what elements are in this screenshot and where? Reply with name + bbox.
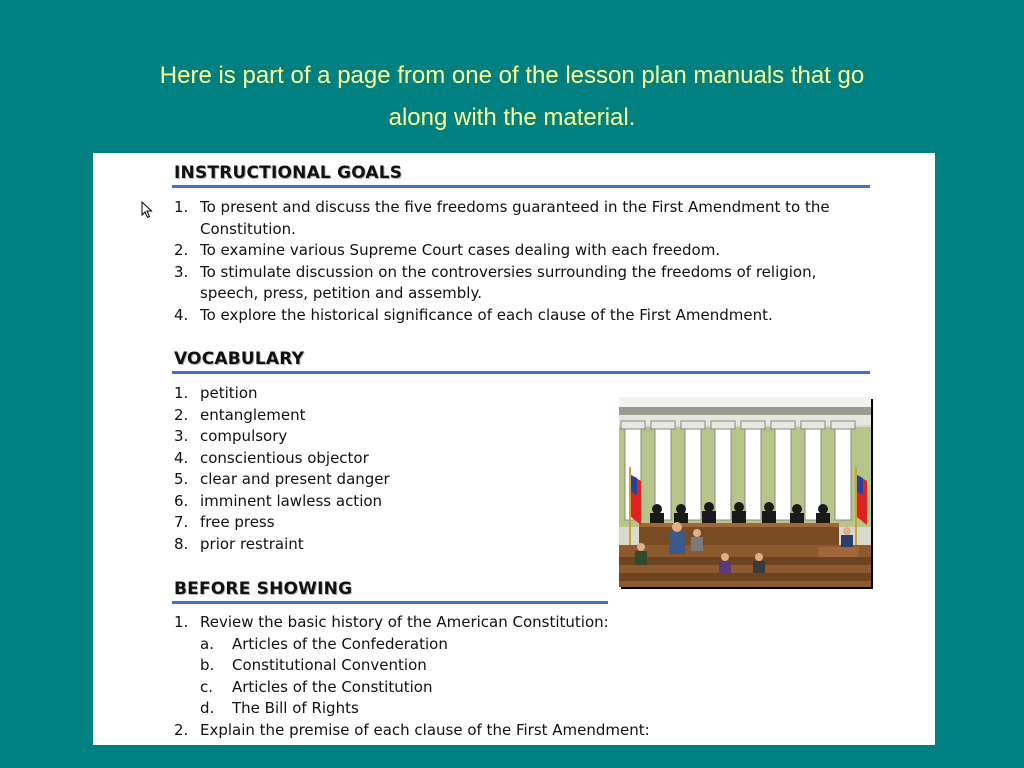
sub-list-item bbox=[200, 677, 834, 699]
slide-title-line1: Here is part of a page from one of the lesson plan manuals that go bbox=[159, 62, 865, 89]
item-number: 2. bbox=[174, 241, 189, 259]
item-text: Explain the premise of each clause of the First Amendment: bbox=[200, 720, 650, 739]
list-item bbox=[174, 426, 574, 448]
item-text: To examine various Supreme Court cases dealing with each freedom. bbox=[200, 241, 721, 259]
list-item bbox=[174, 383, 574, 405]
list-item bbox=[174, 197, 894, 240]
before-showing-list bbox=[174, 612, 834, 741]
list-item bbox=[174, 305, 894, 327]
before-showing-rule bbox=[172, 601, 608, 604]
item-text: To present and discuss the five freedoms guaranteed in the First Amendment to the bbox=[200, 198, 830, 216]
item-number: 7. bbox=[174, 513, 189, 531]
list-item bbox=[174, 512, 574, 534]
item-number: 2. bbox=[174, 405, 189, 424]
sub-item-letter: c. bbox=[200, 677, 214, 696]
sub-list-item bbox=[200, 655, 834, 677]
item-number: 2. bbox=[174, 720, 189, 739]
list-item bbox=[174, 491, 574, 513]
sub-list-item bbox=[200, 698, 834, 720]
list-item bbox=[174, 405, 574, 427]
vocabulary-list bbox=[174, 383, 574, 555]
courtroom-illustration bbox=[619, 397, 875, 591]
before-showing-heading: BEFORE SHOWING bbox=[174, 579, 353, 599]
item-number: 3. bbox=[174, 262, 189, 281]
vocabulary-term: free press bbox=[200, 513, 275, 531]
vocabulary-term: compulsory bbox=[200, 427, 288, 445]
item-number: 8. bbox=[174, 534, 189, 553]
sub-item-text: Constitutional Convention bbox=[232, 656, 427, 674]
sub-item-text: Articles of the Constitution bbox=[232, 677, 433, 696]
item-number: 1. bbox=[174, 613, 189, 631]
instructional-goals-list bbox=[174, 197, 894, 326]
item-number: 4. bbox=[174, 448, 189, 467]
list-item bbox=[174, 240, 894, 262]
vocabulary-rule bbox=[172, 371, 870, 374]
vocabulary-term: conscientious objector bbox=[200, 448, 369, 467]
sub-item-letter: d. bbox=[200, 699, 215, 717]
item-number: 6. bbox=[174, 491, 189, 510]
sub-item-letter: a. bbox=[200, 634, 214, 653]
slide-title-line2: along with the material. bbox=[388, 104, 636, 131]
sub-list bbox=[200, 634, 834, 720]
item-number: 3. bbox=[174, 427, 189, 445]
item-text: To explore the historical significance of each clause of the First Amendment. bbox=[200, 305, 773, 324]
slide-title bbox=[40, 55, 984, 139]
list-item bbox=[174, 720, 834, 742]
vocabulary-term: clear and present danger bbox=[200, 470, 390, 488]
item-number: 5. bbox=[174, 470, 189, 488]
sub-item-letter: b. bbox=[200, 656, 215, 674]
mouse-pointer-icon bbox=[141, 201, 153, 219]
item-text-continued: Constitution. bbox=[200, 219, 296, 238]
item-number: 1. bbox=[174, 198, 189, 216]
item-number: 4. bbox=[174, 305, 189, 324]
lesson-plan-page bbox=[93, 153, 935, 745]
item-text: Review the basic history of the American Constitution: bbox=[200, 613, 609, 631]
list-item bbox=[174, 448, 574, 470]
vocabulary-term: petition bbox=[200, 384, 258, 402]
item-text-continued: speech, press, petition and assembly. bbox=[200, 284, 482, 302]
sub-item-text: The Bill of Rights bbox=[232, 699, 359, 717]
instructional-goals-rule bbox=[172, 185, 870, 188]
vocabulary-term: prior restraint bbox=[200, 534, 304, 553]
list-item bbox=[174, 534, 574, 556]
instructional-goals-heading: INSTRUCTIONAL GOALS bbox=[174, 163, 403, 183]
sub-item-text: Articles of the Confederation bbox=[232, 634, 448, 653]
vocabulary-term: imminent lawless action bbox=[200, 491, 383, 510]
sub-list-item bbox=[200, 634, 834, 656]
item-text: To stimulate discussion on the controversies surrounding the freedoms of religion, bbox=[200, 262, 817, 281]
list-item bbox=[174, 612, 834, 720]
vocabulary-heading: VOCABULARY bbox=[174, 349, 305, 369]
list-item bbox=[174, 262, 894, 305]
list-item bbox=[174, 469, 574, 491]
vocabulary-term: entanglement bbox=[200, 405, 306, 424]
item-number: 1. bbox=[174, 384, 189, 402]
